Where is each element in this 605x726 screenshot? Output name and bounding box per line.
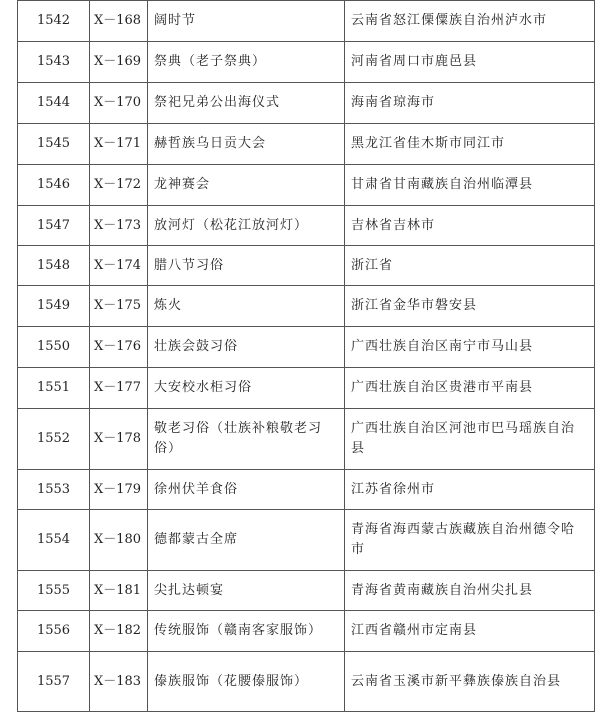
item-name-cell: 赫哲族乌日贡大会 <box>148 124 345 165</box>
item-name-cell: 大安校水柜习俗 <box>148 368 345 409</box>
serial-number-cell: 1548 <box>18 246 90 286</box>
item-name-cell: 傣族服饰（花腰傣服饰） <box>148 652 345 712</box>
serial-number-cell: 1556 <box>18 611 90 652</box>
table-row <box>18 571 595 611</box>
item-code-cell: Ⅹ－175 <box>90 286 148 327</box>
serial-number-cell: 1552 <box>18 409 90 470</box>
item-name-cell: 祭祀兄弟公出海仪式 <box>148 83 345 124</box>
table-row <box>18 206 595 246</box>
item-name-cell: 敬老习俗（壮族补粮敬老习俗） <box>148 409 345 470</box>
table-row <box>18 470 595 510</box>
region-cell: 江苏省徐州市 <box>345 470 595 510</box>
item-code-cell: Ⅹ－181 <box>90 571 148 611</box>
item-code-cell: Ⅹ－174 <box>90 246 148 286</box>
region-cell: 青海省海西蒙古族藏族自治州德令哈市 <box>345 510 595 571</box>
region-cell: 浙江省 <box>345 246 595 286</box>
table-row <box>18 124 595 165</box>
table-row <box>18 165 595 206</box>
region-cell: 广西壮族自治区河池市巴马瑶族自治县 <box>345 409 595 470</box>
item-code-cell: Ⅹ－169 <box>90 42 148 83</box>
item-name-cell: 德都蒙古全席 <box>148 510 345 571</box>
region-cell: 海南省琼海市 <box>345 83 595 124</box>
item-name-cell: 阔时节 <box>148 1 345 42</box>
table-row <box>18 409 595 470</box>
item-code-cell: Ⅹ－179 <box>90 470 148 510</box>
serial-number-cell: 1543 <box>18 42 90 83</box>
item-name-cell: 放河灯（松花江放河灯） <box>148 206 345 246</box>
serial-number-cell: 1553 <box>18 470 90 510</box>
table-row <box>18 42 595 83</box>
serial-number-cell: 1555 <box>18 571 90 611</box>
table-row <box>18 327 595 368</box>
serial-number-cell: 1547 <box>18 206 90 246</box>
item-name-cell: 龙神赛会 <box>148 165 345 206</box>
serial-number-cell: 1554 <box>18 510 90 571</box>
item-code-cell: Ⅹ－178 <box>90 409 148 470</box>
item-code-cell: Ⅹ－176 <box>90 327 148 368</box>
region-cell: 甘肃省甘南藏族自治州临潭县 <box>345 165 595 206</box>
item-code-cell: Ⅹ－182 <box>90 611 148 652</box>
item-code-cell: Ⅹ－180 <box>90 510 148 571</box>
item-code-cell: Ⅹ－173 <box>90 206 148 246</box>
serial-number-cell: 1551 <box>18 368 90 409</box>
region-cell: 黑龙江省佳木斯市同江市 <box>345 124 595 165</box>
item-name-cell: 腊八节习俗 <box>148 246 345 286</box>
table-row <box>18 368 595 409</box>
region-cell: 云南省玉溪市新平彝族傣族自治县 <box>345 652 595 712</box>
region-cell: 吉林省吉林市 <box>345 206 595 246</box>
item-name-cell: 祭典（老子祭典） <box>148 42 345 83</box>
region-cell: 广西壮族自治区南宁市马山县 <box>345 327 595 368</box>
region-cell: 青海省黄南藏族自治州尖扎县 <box>345 571 595 611</box>
table-row <box>18 611 595 652</box>
item-code-cell: Ⅹ－172 <box>90 165 148 206</box>
serial-number-cell: 1550 <box>18 327 90 368</box>
table-row <box>18 510 595 571</box>
table-body <box>18 1 595 712</box>
serial-number-cell: 1542 <box>18 1 90 42</box>
serial-number-cell: 1546 <box>18 165 90 206</box>
item-code-cell: Ⅹ－170 <box>90 83 148 124</box>
item-code-cell: Ⅹ－183 <box>90 652 148 712</box>
region-cell: 浙江省金华市磐安县 <box>345 286 595 327</box>
item-code-cell: Ⅹ－177 <box>90 368 148 409</box>
item-name-cell: 炼火 <box>148 286 345 327</box>
table-row <box>18 286 595 327</box>
serial-number-cell: 1557 <box>18 652 90 712</box>
region-cell: 云南省怒江傈僳族自治州泸水市 <box>345 1 595 42</box>
table-row <box>18 83 595 124</box>
item-code-cell: Ⅹ－171 <box>90 124 148 165</box>
serial-number-cell: 1545 <box>18 124 90 165</box>
item-name-cell: 传统服饰（赣南客家服饰） <box>148 611 345 652</box>
item-code-cell: Ⅹ－168 <box>90 1 148 42</box>
region-cell: 广西壮族自治区贵港市平南县 <box>345 368 595 409</box>
serial-number-cell: 1549 <box>18 286 90 327</box>
table-row <box>18 246 595 286</box>
region-cell: 江西省赣州市定南县 <box>345 611 595 652</box>
item-name-cell: 壮族会鼓习俗 <box>148 327 345 368</box>
serial-number-cell: 1544 <box>18 83 90 124</box>
item-name-cell: 徐州伏羊食俗 <box>148 470 345 510</box>
heritage-list-table <box>17 0 595 712</box>
table-row <box>18 1 595 42</box>
table-row <box>18 652 595 712</box>
item-name-cell: 尖扎达顿宴 <box>148 571 345 611</box>
region-cell: 河南省周口市鹿邑县 <box>345 42 595 83</box>
